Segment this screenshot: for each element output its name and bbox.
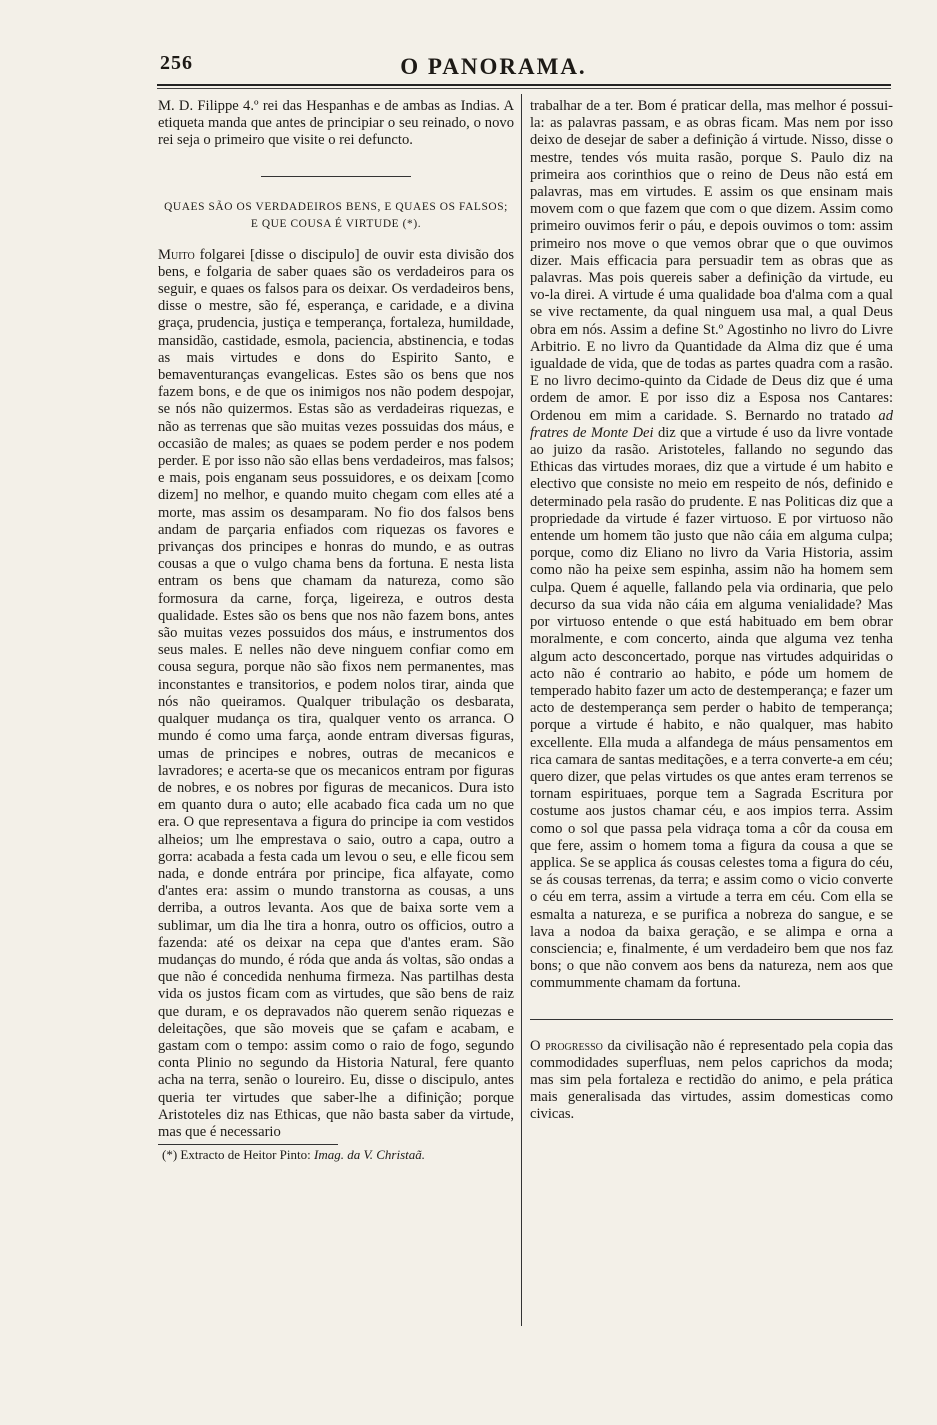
page-title: O PANORAMA. bbox=[400, 54, 587, 79]
section-heading-line-1: QUAES SÃO OS VERDADEIROS BENS, E QUAES OS FALSOS; bbox=[164, 200, 508, 213]
page-number: 256 bbox=[160, 52, 193, 74]
section-separator bbox=[261, 176, 411, 177]
footnote-mark: (*) bbox=[162, 1147, 178, 1163]
continuation-text-1: trabalhar de a ter. Bom é praticar della, mas melhor é possui-la: as palavras passam, e as obras ficam. Mas nem por isso deixo de desejar de saber a definição á virtude. Nisso, disse o mestre, tendes vós muita rasão, porque S. Paulo diz na primeira aos corinthios que o reino de Deus não está em palavras, mas em virtudes. E assim os que ensinam mais movem com o que fazem que com o que dizem. Assim como primeiro ouvimos ferir o páu, e depois ouvimos o tom: assim primeiro nos move o que vemos obrar que o que ouvimos dizer. Mais efficacia para persuadir tem as obras que as palavras. Mas pois quereis saber a definição da virtude, eu vo-la direi. A virtude é uma qualidade boa d'alma com a qual se vive rectamente, da qual ninguem usa mal, a qual Deus obra em nós. Assim a define St.º Agostinho no livro do Livre Arbitrio. E no livro da Quantidade da Alma diz que é uma igualdade de vida, que de todas as partes quadra com a rasão. E no livro decimo-quinto da Cidade de Deus diz que é uma ordem de amor. E por isso diz a Esposa nos Cantares: Ordenou em mim a caridade. S. Bernardo no tratado bbox=[530, 98, 893, 424]
column-divider bbox=[521, 94, 522, 1326]
article-continuation bbox=[530, 98, 893, 993]
footnote bbox=[158, 1147, 514, 1162]
article-body bbox=[158, 247, 514, 1142]
left-column bbox=[158, 98, 514, 1162]
continuation-text-2: diz que a virtude é uso da livre vontade ao juizo da rasão. Aristoteles, fallando no segundo das Ethicas das virtudes moraes, diz que a virtude é um habito e electivo que consiste no meio em respeito de nós, definido e determinado pela rasão do prudente. E nas Politicas diz que a propriedade da virtude é fazer virtuoso. E por virtuoso não entende um homem tão justo que não cáia em alguma culpa; porque, como diz Eliano no livro da Varia Historia, assim como não ha peixe sem espinha, assim não ha homem sem culpa. Quem é aquelle, fallando pela via ordinaria, que pelo decurso da sua vida não cáia em alguma venialidade? Mas por virtuoso entende o que está habituado em bem obrar moralmente, e com concerto, ainda que alguma vez tenha algum acto desconcertado, porque nas virtudes adquiridas o acto não é contrario ao habito, e póde um homem de temperado habito fazer um acto de destemperança; e fazer um acto de destemperança sem perder o habito de temperança; porque a virtude é habito, e não qualquer, mas habito excellente. Ella muda a alfandega de máus pensamentos em rica camara de santas meditações, e a terra converte-a em céu; quero dizer, que pelas virtudes os que antes eram terrenos se tornam espirituaes, porque tem a Sagrada Escritura por costume aos justos chamar céu, e aos impios terra. Assim como o sol que passa pela vidraça toma a côr da cousa em que fere, assim o homem toma a figura da cousa a que se applica. Se se applica ás cousas celestes toma a figura do céu, se ás cousas terrenas, da terra; e assim como o vicio converte o céu em terra, assim a virtude a terra em céu. Com ella se esmalta a natureza, e se purifica a nobreza do sangue, e se lava a nodoa da baixa geração, e se alimpa e orna a consciencia; e, finalmente, é um verdadeiro bem que nos faz bons; o que não convem aos bens da natureza, nem aos que commummente chamam da fortuna. bbox=[530, 424, 894, 992]
footnote-text: Extracto de Heitor Pinto: bbox=[180, 1147, 311, 1163]
maxim-separator bbox=[530, 1019, 893, 1020]
maxim-text: da civilisação não é representado pela copia das commodidades superfluas, nem pelos caprichos da moda; mas sim pela fortaleza e rectidão do animo, e pela prática mais generalisada das virtudes, assim domesticas como civicas. bbox=[530, 1037, 893, 1123]
footnote-source: Imag. da V. Christaã. bbox=[314, 1147, 426, 1163]
article-lead-word: Muito bbox=[158, 246, 195, 263]
intro-paragraph: M. D. Filippe 4.º rei das Hespanhas e de ambas as Indias. A etiqueta manda que antes de principiar o seu reinado, o novo rei seja o primeiro que visite o rei defuncto. bbox=[158, 98, 514, 149]
section-heading bbox=[158, 199, 514, 233]
header-rule-thin bbox=[157, 88, 891, 89]
maxim-paragraph bbox=[530, 1038, 893, 1124]
footnote-rule bbox=[158, 1144, 338, 1145]
header-rule bbox=[157, 84, 891, 86]
maxim-lead: O progresso bbox=[530, 1037, 603, 1054]
article-text: folgarei [disse o discipulo] de ouvir esta divisão dos bens, e folgaria de saber quaes são os verdadeiros para os seguir, e quaes os falsos para os deixar. Os verdadeiros bens, disse o mestre, são fé, esperança, e caridade, e a divina graça, prudencia, justiça e temperança, fortaleza, humildade, mansidão, castidade, esmola, paciencia, abstinencia, e todas as mais virtudes e dons do Espirito Santo, e bemaventuranças evangelicas. Estes são os bens que nos fazem bons, e de que os inimigos nos não podem despojar, se nós não quizermos. Estas são as verdadeiras riquezas, e não as terrenas que são muitas vezes possuidas dos máus, e occasião de males; as quaes se podem perder e nos podem perder. E por isso não são ellas bens verdadeiros, mas falsos; e mais, pois enganam seus possuidores, e os deixam [como dizem] no melhor, e quando muito chegam com elles até a morte, mas assim os desamparam. No fio dos falsos bens andam de parçaria enfiados com riquezas os favores e privanças dos principes e honras do mundo, e as outras cousas a que o vulgo chama bens da fortuna. E nesta lista entram os bens que chamam da natureza, como são formosura da carne, força, ligeireza, e outros desta qualidade. Estes são os bens que nos não fazem bons, antes são muitas vezes possuidos dos máus, e instrumentos dos seus males. E nelles não deve ninguem confiar como em cousa segura, porque não são fixos nem permanentes, mas inconstantes e transitorios, e podem nolos tirar, ainda que nós não queiramos. Qualquer tribulação os desbarata, qualquer mudança os tira, qualquer vento os arranca. O mundo é como uma farça, aonde entram diversas figuras, umas de principes e nobres, outras de mecanicos e lavradores; e acerta-se que os mecanicos entram por figuras de nobres, e os nobres por figuras de mecanicos. Dura isto em quanto dura o auto; elle acabado fica cada um no que era. O que representava a figura do principe ia com vestidos alheios; um lhe emprestava o saio, outro a capa, outro a gorra: acabada a festa cada um levou o seu, e elle ficou sem nada, e donde entrára por principe, fica alfayate, como d'antes era: assim o mundo transtorna as cousas, a uns derriba, a outros levanta. Aos que de baixa sorte vem a sublimar, um dia lhe tira a honra, outro os officios, outro a fazenda: até os deixar na cepa que d'antes eram. São mudanças do mundo, é róda que anda ás voltas, são ondas a que não é concedida nenhuma firmeza. Nas partilhas desta vida os justos ficam com as virtudes, que são bens de raiz que duram, e os depravados não querem senão riquezas e deleitações, que são moveis que se çafam e acabam, e gastam com o tempo: assim como o raio de fogo, segundo conta Plinio no segundo da Historia Natural, fere quanto acha na terra, senão o loureiro. Eu, disse o discipulo, antes queria ter virtudes que saber-lhe a difinição; porque Aristoteles diz nas Ethicas, que não basta saber da virtude, mas que é necessario bbox=[158, 246, 514, 1140]
section-heading-line-2: E QUE COUSA É VIRTUDE (*). bbox=[250, 217, 422, 230]
treatise-title: ad fratres de Monte Dei bbox=[530, 407, 893, 441]
right-column bbox=[530, 98, 893, 1124]
